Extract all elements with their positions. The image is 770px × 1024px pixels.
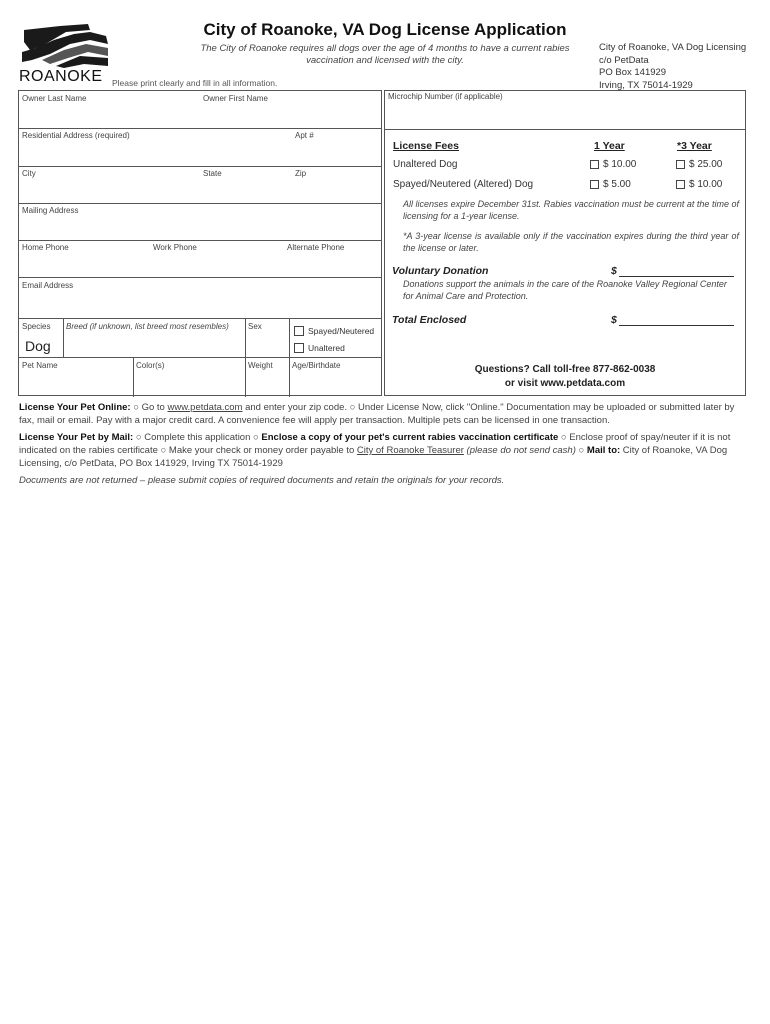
spayed-3yr-checkbox[interactable] [676,180,685,189]
online-label: License Your Pet Online: [19,402,131,413]
divider [19,277,381,278]
expiration-note: All licenses expire December 31st. Rabies vaccination must be current at the time of licensing for a 1-year license. [403,199,739,221]
weight-field[interactable]: Weight [248,361,273,370]
mailing-address-block [599,42,746,92]
sex-field[interactable]: Sex [248,322,262,331]
questions-block [385,363,745,391]
mail-text: ○ Enclose proof of spay/neuter if it is not indicated on the rabies certificate ○ Make your check or money order payable to [19,432,731,456]
divider [19,166,381,167]
total-enclosed-label: Total Enclosed [392,314,467,326]
voluntary-donation-label: Voluntary Donation [392,265,489,277]
residential-address-field[interactable]: Residential Address (required) [22,131,130,140]
mail-to-address: City of Roanoke, VA Dog Licensing, c/o PetData, PO Box 141929, Irving TX 75014-1929 [19,445,728,469]
online-instructions [19,401,745,427]
microchip-field[interactable]: Microchip Number (if applicable) [388,92,503,101]
breed-field[interactable]: Breed (if unknown, list breed most resembles) [66,322,229,331]
spayed-neutered-label: Spayed/Neutered [308,326,375,336]
mail-to-label: Mail to: [586,445,621,456]
spayed-3yr-price: $ 10.00 [689,179,723,190]
print-note: Please print clearly and fill in all information. [112,78,278,88]
online-text: ○ Go to [130,402,168,413]
mail-text: ○ Complete this application ○ [133,432,262,443]
donation-amount-input[interactable] [619,266,734,277]
work-phone-field[interactable]: Work Phone [153,243,197,252]
mail-rabies-note: Enclose a copy of your pet's current rabies vaccination certificate [261,432,559,443]
one-year-heading: 1 Year [594,140,625,152]
spayed-dog-label: Spayed/Neutered (Altered) Dog [393,179,534,190]
three-year-heading: *3 Year [677,140,712,152]
unaltered-1yr-price: $ 10.00 [603,159,637,170]
spayed-neutered-checkbox[interactable] [294,326,304,336]
no-cash-note: (please do not send cash) [463,445,576,456]
questions-phone: Questions? Call toll-free 877-862-0038 [474,364,656,375]
total-amount-input[interactable] [619,315,734,326]
zip-field[interactable]: Zip [295,169,307,178]
petdata-link[interactable]: www.petdata.com [167,402,243,413]
logo-wordmark: ROANOKE [19,68,103,85]
donation-dollar-sign: $ [611,265,617,277]
payee-name: City of Roanoke Teasurer [356,445,464,456]
home-phone-field[interactable]: Home Phone [22,243,69,252]
unaltered-1yr-checkbox[interactable] [590,160,599,169]
alternate-phone-field[interactable]: Alternate Phone [287,243,345,252]
unaltered-3yr-price: $ 25.00 [689,159,723,170]
page-title: City of Roanoke, VA Dog License Application [203,20,567,39]
apt-field[interactable]: Apt # [295,131,314,140]
divider [19,357,289,358]
spayed-1yr-price: $ 5.00 [603,179,631,190]
email-address-field[interactable]: Email Address [22,281,74,290]
documents-note: Documents are not returned – please submit copies of required documents and retain the originals for your records. [19,475,505,486]
license-fees-panel [384,90,746,396]
age-birthdate-field[interactable]: Age/Birthdate [292,361,341,370]
species-value: Dog [25,338,51,354]
divider [63,318,64,358]
divider [19,240,381,241]
unaltered-checkbox[interactable] [294,343,304,353]
divider [133,357,134,397]
address-line: Irving, TX 75014-1929 [599,79,693,91]
three-year-note: *A 3-year license is available only if the vaccination expires during the third year of the license or later. [403,231,739,253]
colors-field[interactable]: Color(s) [136,361,165,370]
online-text: and enter your zip code. ○ Under License Now, click "Online." Documentation may be uploaded or submitted later by fax, mail or email. Pay with a major credit card. A convenience fee will apply per transaction. Multiple pets can be licensed in one transaction. [19,402,735,426]
city-field[interactable]: City [22,169,36,178]
owner-info-form [18,90,382,396]
mailing-address-field[interactable]: Mailing Address [22,206,79,215]
address-line: City of Roanoke, VA Dog Licensing [599,42,747,53]
species-label: Species [22,322,51,331]
divider [19,128,381,129]
unaltered-3yr-checkbox[interactable] [676,160,685,169]
total-dollar-sign: $ [611,314,617,326]
unaltered-label: Unaltered [308,343,345,353]
address-line: PO Box 141929 [599,67,667,78]
mail-label: License Your Pet by Mail: [19,432,134,443]
divider [289,357,381,358]
license-fees-heading: License Fees [393,140,459,152]
divider [19,318,381,319]
mail-text: ○ [575,445,587,456]
donation-note: Donations support the animals in the care of the Roanoke Valley Regional Center for Animal Care and Protection. [403,279,727,301]
mail-instructions [19,431,745,470]
spayed-1yr-checkbox[interactable] [590,180,599,189]
state-field[interactable]: State [203,169,222,178]
divider [385,129,745,130]
pet-name-field[interactable]: Pet Name [22,361,58,370]
divider [19,203,381,204]
owner-first-name-field[interactable]: Owner First Name [203,94,268,103]
questions-website[interactable]: or visit www.petdata.com [504,378,626,389]
address-line: c/o PetData [599,54,649,66]
owner-last-name-field[interactable]: Owner Last Name [22,94,87,103]
unaltered-dog-label: Unaltered Dog [393,159,458,170]
page-subtitle: The City of Roanoke requires all dogs over the age of 4 months to have a current rabies vaccination and licensed with the city. [200,43,570,66]
